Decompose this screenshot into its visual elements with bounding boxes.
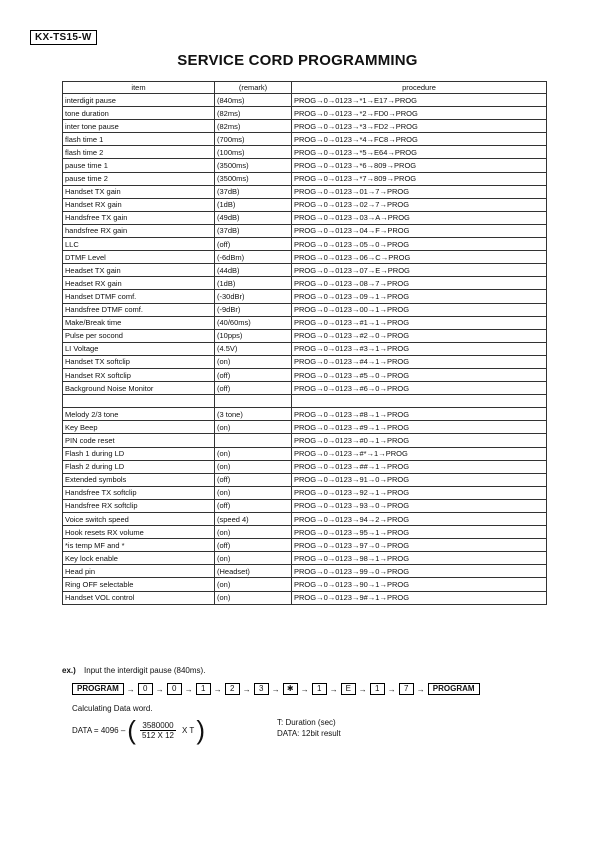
table-row xyxy=(63,198,547,211)
table-row xyxy=(63,434,547,447)
cell-remark: (speed 4) xyxy=(215,513,292,526)
cell-item: Key Beep xyxy=(63,421,215,434)
cell-item: PIN code reset xyxy=(63,434,215,447)
cell-procedure xyxy=(292,395,547,408)
arrow-icon: → xyxy=(358,684,367,694)
table-row xyxy=(63,264,547,277)
key-3: 1 xyxy=(196,683,211,695)
program-key: PROGRAM xyxy=(72,683,124,695)
cell-item: Handsfree RX softclip xyxy=(63,499,215,512)
arrow-icon: → xyxy=(155,684,164,694)
fraction-numerator: 3580000 xyxy=(142,720,174,730)
arrow-icon: → xyxy=(126,684,135,694)
table-row xyxy=(63,552,547,565)
cell-item: Headset RX gain xyxy=(63,277,215,290)
table-row xyxy=(63,172,547,185)
cell-procedure: PROG→0→0123→05→0→PROG xyxy=(292,238,547,251)
cell-procedure: PROG→0→0123→#*→1→PROG xyxy=(292,447,547,460)
cell-procedure: PROG→0→0123→9#→1→PROG xyxy=(292,591,547,604)
cell-remark: (on) xyxy=(215,578,292,591)
cell-procedure: PROG→0→0123→#5→0→PROG xyxy=(292,368,547,381)
formula-times: X T xyxy=(182,725,195,735)
table-row xyxy=(63,578,547,591)
cell-item: Ring OFF selectable xyxy=(63,578,215,591)
open-paren-icon: ( xyxy=(127,715,136,745)
table-row xyxy=(63,329,547,342)
cell-remark xyxy=(215,434,292,447)
cell-remark xyxy=(215,395,292,408)
cell-item: inter tone pause xyxy=(63,120,215,133)
header-procedure: procedure xyxy=(292,82,547,94)
cell-item: Hook resets RX volume xyxy=(63,526,215,539)
cell-remark: (1dB) xyxy=(215,198,292,211)
cell-procedure: PROG→0→0123→06→C→PROG xyxy=(292,251,547,264)
note-data: DATA: 12bit result xyxy=(277,729,341,738)
arrow-icon: → xyxy=(329,684,338,694)
cell-item: Handsfree TX gain xyxy=(63,211,215,224)
table-row xyxy=(63,447,547,460)
table-row xyxy=(63,159,547,172)
cell-item: LLC xyxy=(63,238,215,251)
cell-remark: (off) xyxy=(215,539,292,552)
cell-item: Background Noise Monitor xyxy=(63,382,215,395)
cell-procedure: PROG→0→0123→#2→0→PROG xyxy=(292,329,547,342)
key-6: ✱ xyxy=(283,683,298,695)
cell-remark: (40/60ms) xyxy=(215,316,292,329)
cell-remark: (off) xyxy=(215,499,292,512)
cell-procedure: PROG→0→0123→01→7→PROG xyxy=(292,185,547,198)
formula-lhs: DATA = 4096 – xyxy=(72,725,126,735)
cell-remark: (82ms) xyxy=(215,120,292,133)
cell-item: tone duration xyxy=(63,107,215,120)
cell-procedure: PROG→0→0123→#4→1→PROG xyxy=(292,355,547,368)
cell-item: Handset VOL control xyxy=(63,591,215,604)
table-row xyxy=(63,526,547,539)
cell-remark: (on) xyxy=(215,552,292,565)
cell-remark: (840ms) xyxy=(215,94,292,107)
header-item: item xyxy=(63,82,215,94)
table-body xyxy=(63,94,547,605)
table-row xyxy=(63,277,547,290)
cell-procedure: PROG→0→0123→#9→1→PROG xyxy=(292,421,547,434)
cell-item: Handset RX softclip xyxy=(63,368,215,381)
cell-item: Flash 2 during LD xyxy=(63,460,215,473)
cell-item: Handsfree TX softclip xyxy=(63,486,215,499)
table-row xyxy=(63,473,547,486)
key-10: 7 xyxy=(399,683,414,695)
cell-item: Key lock enable xyxy=(63,552,215,565)
cell-procedure: PROG→0→0123→91→0→PROG xyxy=(292,473,547,486)
cell-procedure: PROG→0→0123→97→0→PROG xyxy=(292,539,547,552)
key-1: 0 xyxy=(138,683,153,695)
cell-item: flash time 2 xyxy=(63,146,215,159)
cell-remark: (-30dBr) xyxy=(215,290,292,303)
cell-remark: (37dB) xyxy=(215,185,292,198)
cell-procedure: PROG→0→0123→*2→FD0→PROG xyxy=(292,107,547,120)
arrow-icon: → xyxy=(300,684,309,694)
table-row xyxy=(63,224,547,237)
cell-item: pause time 1 xyxy=(63,159,215,172)
table-row xyxy=(63,211,547,224)
table-row xyxy=(63,251,547,264)
model-label: KX-TS15-W xyxy=(30,30,97,45)
table-row xyxy=(63,395,547,408)
cell-remark: (off) xyxy=(215,238,292,251)
cell-procedure: PROG→0→0123→09→1→PROG xyxy=(292,290,547,303)
key-9: 1 xyxy=(370,683,385,695)
cell-procedure: PROG→0→0123→04→F→PROG xyxy=(292,224,547,237)
cell-procedure: PROG→0→0123→*6→809→PROG xyxy=(292,159,547,172)
cell-procedure: PROG→0→0123→#0→1→PROG xyxy=(292,434,547,447)
cell-item: handsfree RX gain xyxy=(63,224,215,237)
cell-procedure: PROG→0→0123→00→1→PROG xyxy=(292,303,547,316)
cell-remark: (Headset) xyxy=(215,565,292,578)
cell-remark: (82ms) xyxy=(215,107,292,120)
cell-remark: (on) xyxy=(215,526,292,539)
table-row xyxy=(63,238,547,251)
cell-procedure: PROG→0→0123→95→1→PROG xyxy=(292,526,547,539)
cell-remark: (100ms) xyxy=(215,146,292,159)
table-row xyxy=(63,94,547,107)
cell-procedure: PROG→0→0123→#3→1→PROG xyxy=(292,342,547,355)
note-duration: T: Duration (sec) xyxy=(277,718,336,727)
page-title: SERVICE CORD PROGRAMMING xyxy=(177,52,418,69)
program-key: PROGRAM xyxy=(428,683,480,695)
cell-remark: (-9dBr) xyxy=(215,303,292,316)
cell-procedure: PROG→0→0123→*7→809→PROG xyxy=(292,172,547,185)
cell-item: Melody 2/3 tone xyxy=(63,408,215,421)
calc-title: Calculating Data word. xyxy=(72,704,153,713)
cell-item xyxy=(63,395,215,408)
cell-procedure: PROG→0→0123→02→7→PROG xyxy=(292,198,547,211)
cell-remark: (on) xyxy=(215,486,292,499)
table-row xyxy=(63,133,547,146)
arrow-icon: → xyxy=(213,684,222,694)
fraction-denominator: 512 X 12 xyxy=(141,730,174,740)
table-row xyxy=(63,303,547,316)
table-row xyxy=(63,342,547,355)
cell-remark: (3 tone) xyxy=(215,408,292,421)
example-line xyxy=(62,666,205,675)
cell-item: Handset TX gain xyxy=(63,185,215,198)
cell-remark: (4.5V) xyxy=(215,342,292,355)
cell-procedure: PROG→0→0123→93→0→PROG xyxy=(292,499,547,512)
cell-procedure: PROG→0→0123→90→1→PROG xyxy=(292,578,547,591)
key-7: 1 xyxy=(312,683,327,695)
example-label: ex.) xyxy=(62,666,76,675)
cell-remark: (off) xyxy=(215,382,292,395)
cell-procedure: PROG→0→0123→*1→E17→PROG xyxy=(292,94,547,107)
cell-item: Headset TX gain xyxy=(63,264,215,277)
cell-procedure: PROG→0→0123→99→0→PROG xyxy=(292,565,547,578)
table-row xyxy=(63,368,547,381)
close-paren-icon: ) xyxy=(196,715,205,745)
cell-procedure: PROG→0→0123→07→E→PROG xyxy=(292,264,547,277)
cell-procedure: PROG→0→0123→03→A→PROG xyxy=(292,211,547,224)
header-remark: (remark) xyxy=(215,82,292,94)
cell-remark: (700ms) xyxy=(215,133,292,146)
cell-item: flash time 1 xyxy=(63,133,215,146)
cell-procedure: PROG→0→0123→#8→1→PROG xyxy=(292,408,547,421)
cell-item: Extended symbols xyxy=(63,473,215,486)
table-row xyxy=(63,355,547,368)
cell-remark: (37dB) xyxy=(215,224,292,237)
table-row xyxy=(63,290,547,303)
service-programming-table xyxy=(62,81,547,605)
table-row xyxy=(63,408,547,421)
cell-procedure: PROG→0→0123→#1→1→PROG xyxy=(292,316,547,329)
arrow-icon: → xyxy=(416,684,425,694)
cell-procedure: PROG→0→0123→92→1→PROG xyxy=(292,486,547,499)
cell-procedure: PROG→0→0123→98→1→PROG xyxy=(292,552,547,565)
arrow-icon: → xyxy=(387,684,396,694)
key-8: E xyxy=(341,683,356,695)
formula-fraction xyxy=(140,721,176,740)
arrow-icon: → xyxy=(184,684,193,694)
arrow-icon: → xyxy=(271,684,280,694)
cell-remark: (44dB) xyxy=(215,264,292,277)
cell-remark: (on) xyxy=(215,355,292,368)
cell-remark: (on) xyxy=(215,447,292,460)
cell-remark: (on) xyxy=(215,421,292,434)
table-row xyxy=(63,185,547,198)
example-text: Input the interdigit pause (840ms). xyxy=(84,666,206,675)
table-row xyxy=(63,565,547,578)
cell-remark: (49dB) xyxy=(215,211,292,224)
table-row xyxy=(63,421,547,434)
table-row xyxy=(63,486,547,499)
cell-item: Voice switch speed xyxy=(63,513,215,526)
key-4: 2 xyxy=(225,683,240,695)
table-row xyxy=(63,499,547,512)
table-row xyxy=(63,591,547,604)
cell-procedure: PROG→0→0123→*5→E64→PROG xyxy=(292,146,547,159)
cell-item: *is temp MF and * xyxy=(63,539,215,552)
cell-item: Handset DTMF comf. xyxy=(63,290,215,303)
arrow-icon: → xyxy=(242,684,251,694)
cell-item: Handsfree DTMF comf. xyxy=(63,303,215,316)
cell-remark: (on) xyxy=(215,591,292,604)
table-row xyxy=(63,513,547,526)
cell-procedure: PROG→0→0123→##→1→PROG xyxy=(292,460,547,473)
table-row xyxy=(63,316,547,329)
cell-remark: (3500ms) xyxy=(215,159,292,172)
cell-remark: (1dB) xyxy=(215,277,292,290)
table-row xyxy=(63,382,547,395)
table-row xyxy=(63,107,547,120)
cell-procedure: PROG→0→0123→#6→0→PROG xyxy=(292,382,547,395)
cell-remark: (on) xyxy=(215,460,292,473)
cell-item: Flash 1 during LD xyxy=(63,447,215,460)
cell-procedure: PROG→0→0123→*4→FC8→PROG xyxy=(292,133,547,146)
cell-remark: (off) xyxy=(215,368,292,381)
table-row xyxy=(63,539,547,552)
cell-remark: (-6dBm) xyxy=(215,251,292,264)
cell-remark: (off) xyxy=(215,473,292,486)
key-2: 0 xyxy=(167,683,182,695)
cell-remark: (3500ms) xyxy=(215,172,292,185)
table-row xyxy=(63,120,547,133)
cell-procedure: PROG→0→0123→94→2→PROG xyxy=(292,513,547,526)
cell-item: LI Voltage xyxy=(63,342,215,355)
key-5: 3 xyxy=(254,683,269,695)
cell-remark: (10pps) xyxy=(215,329,292,342)
formula-notes xyxy=(277,717,341,739)
cell-item: Handset TX softclip xyxy=(63,355,215,368)
cell-item: Make/Break time xyxy=(63,316,215,329)
cell-item: Pulse per socond xyxy=(63,329,215,342)
cell-item: DTMF Level xyxy=(63,251,215,264)
cell-procedure: PROG→0→0123→*3→FD2→PROG xyxy=(292,120,547,133)
table-header-row xyxy=(63,82,547,94)
cell-item: pause time 2 xyxy=(63,172,215,185)
key-sequence xyxy=(72,683,480,695)
cell-procedure: PROG→0→0123→08→7→PROG xyxy=(292,277,547,290)
cell-item: Handset RX gain xyxy=(63,198,215,211)
table-row xyxy=(63,460,547,473)
table-row xyxy=(63,146,547,159)
cell-item: interdigit pause xyxy=(63,94,215,107)
cell-item: Head pin xyxy=(63,565,215,578)
data-formula xyxy=(72,717,207,743)
